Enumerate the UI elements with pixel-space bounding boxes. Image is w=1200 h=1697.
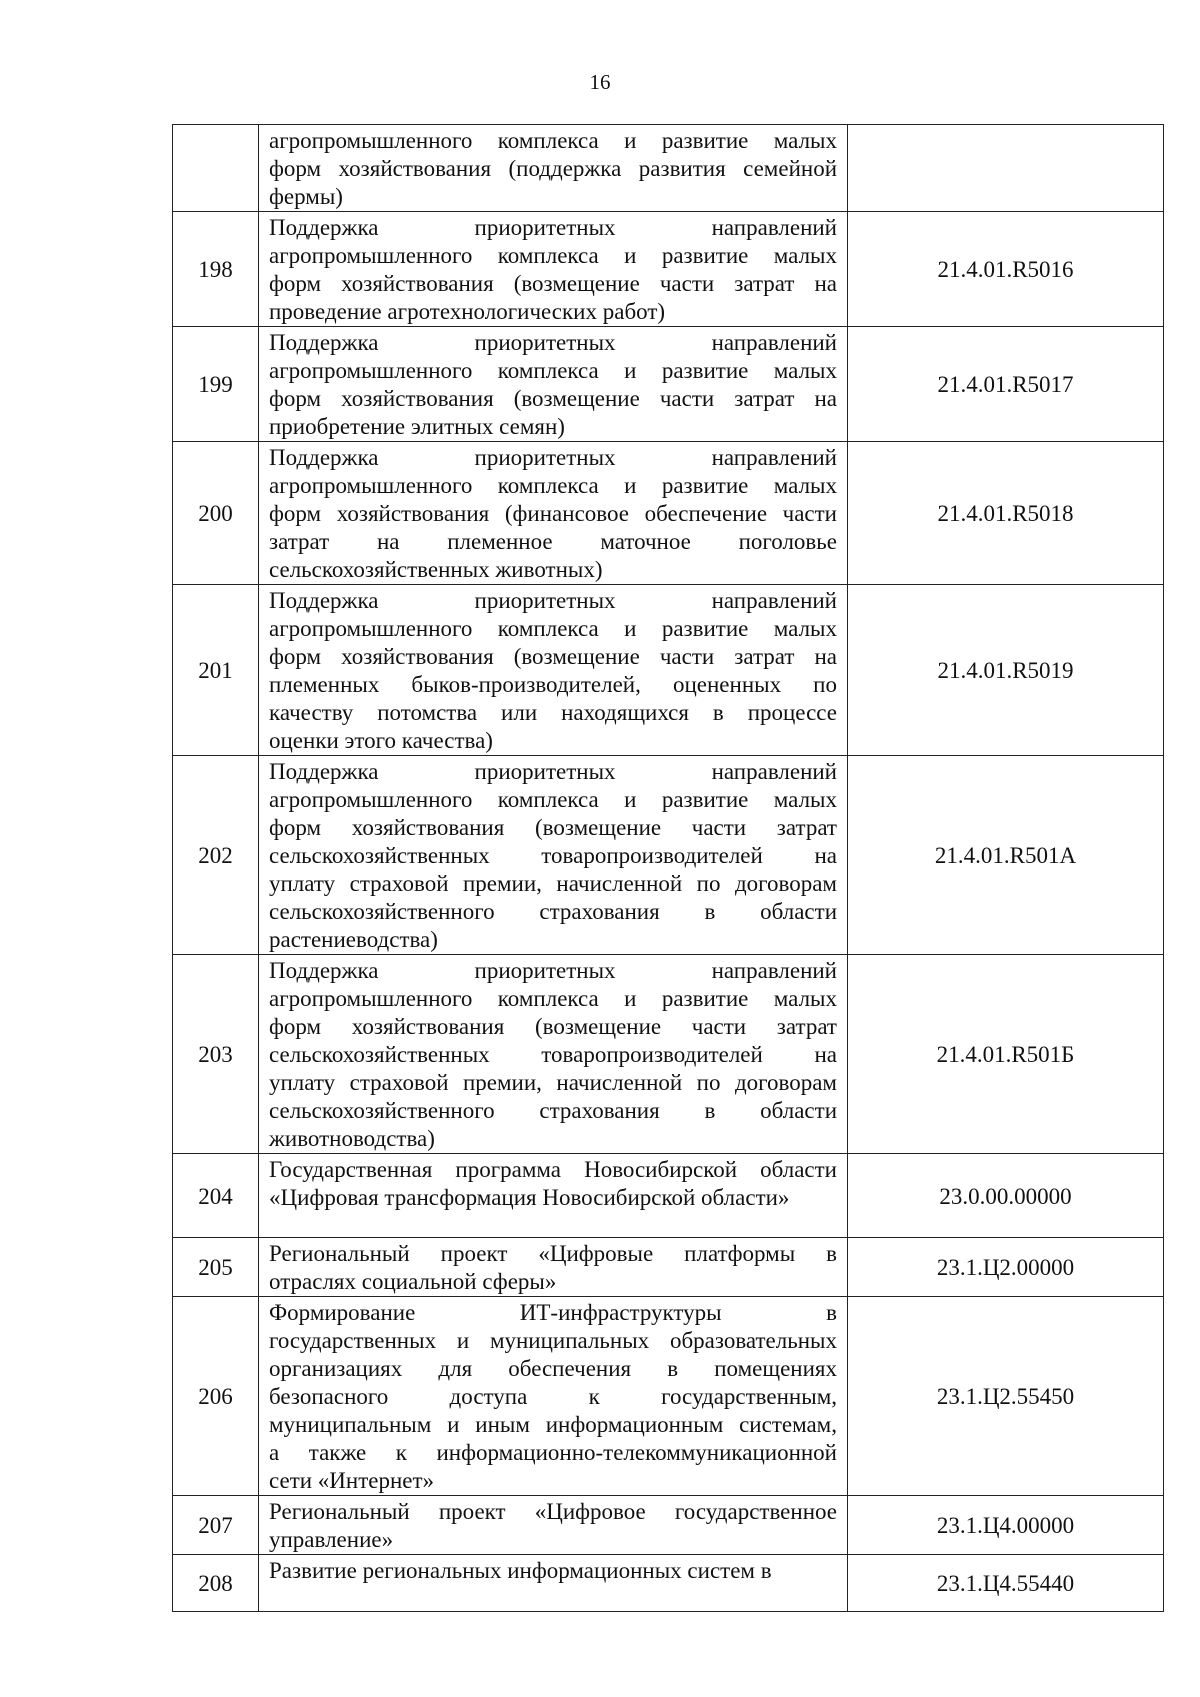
table-row [173, 1154, 1164, 1238]
description-line: Региональный проект «Цифровое государственное [269, 1499, 837, 1524]
description-line: отраслях социальной сферы» [269, 1269, 557, 1294]
description-line: агропромышленного комплекса и развитие малых [269, 128, 837, 153]
classification-code: 21.4.01.R5019 [848, 585, 1164, 756]
description-line: приобретение элитных семян) [269, 414, 565, 439]
description-line: растениеводства) [269, 927, 438, 952]
description-line: фермы) [269, 184, 343, 209]
description-line: «Цифровая трансформация Новосибирской области» [269, 1185, 790, 1210]
description-line: форм хозяйствования (возмещение части затрат на [269, 271, 837, 296]
table-body [173, 125, 1164, 1612]
row-number: 203 [173, 955, 259, 1154]
description-line: форм хозяйствования (возмещение части затрат на [269, 386, 837, 411]
row-description [259, 327, 848, 442]
row-description [259, 756, 848, 955]
table-row [173, 1238, 1164, 1297]
description-line: животноводства) [269, 1126, 435, 1151]
classification-code: 23.1.Ц2.55450 [848, 1297, 1164, 1496]
description-line: сельскохозяйственных товаропроизводителей на [269, 843, 837, 868]
row-number: 199 [173, 327, 259, 442]
description-line: Государственная программа Новосибирской области [269, 1157, 837, 1182]
classification-code: 21.4.01.R5018 [848, 442, 1164, 585]
row-number: 204 [173, 1154, 259, 1238]
classification-code [848, 125, 1164, 212]
description-line: а также к информационно-телекоммуникационной [269, 1440, 837, 1465]
table-row [173, 955, 1164, 1154]
description-line: затрат на племенное маточное поголовье [269, 529, 837, 554]
row-number [173, 125, 259, 212]
page-number: 16 [589, 70, 611, 94]
description-line: племенных быков-производителей, оцененных по [269, 672, 837, 697]
description-line: Региональный проект «Цифровые платформы в [269, 1241, 837, 1266]
classification-code: 23.1.Ц4.55440 [848, 1555, 1164, 1612]
row-description [259, 1238, 848, 1297]
table-row [173, 442, 1164, 585]
row-description [259, 442, 848, 585]
description-line: форм хозяйствования (возмещение части затрат [269, 815, 837, 840]
description-line: Поддержка приоритетных направлений [269, 759, 837, 784]
description-line: агропромышленного комплекса и развитие малых [269, 358, 837, 383]
description-line: форм хозяйствования (поддержка развития семейной [269, 156, 837, 181]
table-row [173, 327, 1164, 442]
description-line: форм хозяйствования (финансовое обеспечение части [269, 501, 837, 526]
row-description [259, 1154, 848, 1238]
description-line: качеству потомства или находящихся в процессе [269, 700, 837, 725]
row-description [259, 1555, 848, 1612]
description-line: агропромышленного комплекса и развитие малых [269, 616, 837, 641]
description-line: сельскохозяйственного страхования в области [269, 899, 837, 924]
table-row [173, 125, 1164, 212]
row-description [259, 212, 848, 327]
row-number: 205 [173, 1238, 259, 1297]
row-number: 206 [173, 1297, 259, 1496]
description-line: уплату страховой премии, начисленной по договорам [269, 1070, 837, 1095]
description-line: агропромышленного комплекса и развитие малых [269, 787, 837, 812]
row-description [259, 1496, 848, 1555]
description-line: Поддержка приоритетных направлений [269, 445, 837, 470]
classification-code: 21.4.01.R5017 [848, 327, 1164, 442]
classification-code: 23.1.Ц2.00000 [848, 1238, 1164, 1297]
table-row [173, 1555, 1164, 1612]
description-line: форм хозяйствования (возмещение части затрат [269, 1014, 837, 1039]
description-line: государственных и муниципальных образовательных [269, 1328, 837, 1353]
classification-code: 23.1.Ц4.00000 [848, 1496, 1164, 1555]
table-row [173, 1297, 1164, 1496]
row-description [259, 585, 848, 756]
classification-code: 21.4.01.R501Б [848, 955, 1164, 1154]
row-description [259, 955, 848, 1154]
row-number: 208 [173, 1555, 259, 1612]
row-number: 200 [173, 442, 259, 585]
description-line: сельскохозяйственных товаропроизводителей на [269, 1042, 837, 1067]
description-line: организациях для обеспечения в помещениях [269, 1356, 837, 1381]
row-number: 198 [173, 212, 259, 327]
description-line: управление» [269, 1527, 394, 1552]
row-number: 201 [173, 585, 259, 756]
row-number: 207 [173, 1496, 259, 1555]
classification-code: 21.4.01.R5016 [848, 212, 1164, 327]
description-line: сети «Интернет» [269, 1468, 435, 1493]
table-row [173, 585, 1164, 756]
description-line: уплату страховой премии, начисленной по договорам [269, 871, 837, 896]
description-line: агропромышленного комплекса и развитие малых [269, 243, 837, 268]
description-line: оценки этого качества) [269, 728, 493, 753]
description-line: Поддержка приоритетных направлений [269, 958, 837, 983]
description-line: проведение агротехнологических работ) [269, 299, 666, 324]
description-line: Поддержка приоритетных направлений [269, 330, 837, 355]
classification-code: 23.0.00.00000 [848, 1154, 1164, 1238]
description-line: Формирование ИТ-инфраструктуры в [269, 1300, 837, 1325]
table-row [173, 212, 1164, 327]
description-line: сельскохозяйственного страхования в области [269, 1098, 837, 1123]
description-line: Развитие региональных информационных систем в [269, 1558, 772, 1583]
description-line: муниципальным и иным информационным системам, [269, 1412, 837, 1437]
row-number: 202 [173, 756, 259, 955]
description-line: Поддержка приоритетных направлений [269, 588, 837, 613]
description-line: агропромышленного комплекса и развитие малых [269, 986, 837, 1011]
description-line: Поддержка приоритетных направлений [269, 215, 837, 240]
row-description [259, 125, 848, 212]
table-row [173, 1496, 1164, 1555]
description-line: форм хозяйствования (возмещение части затрат на [269, 644, 837, 669]
description-line: безопасного доступа к государственным, [269, 1384, 837, 1409]
budget-classification-table [172, 124, 1164, 1612]
classification-code: 21.4.01.R501А [848, 756, 1164, 955]
description-line: агропромышленного комплекса и развитие малых [269, 473, 837, 498]
description-line: сельскохозяйственных животных) [269, 557, 603, 582]
table-row [173, 756, 1164, 955]
row-description [259, 1297, 848, 1496]
